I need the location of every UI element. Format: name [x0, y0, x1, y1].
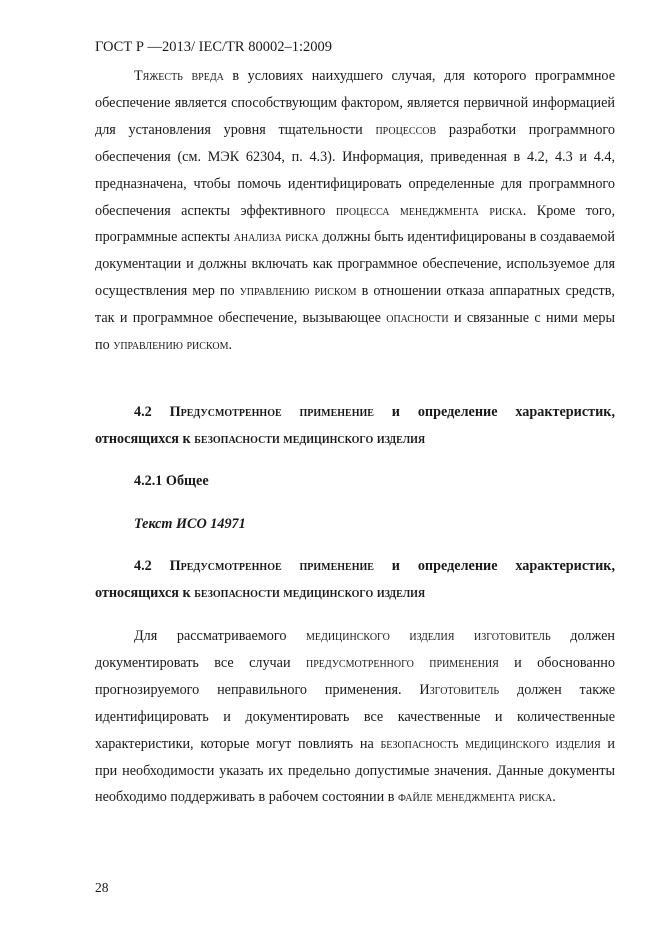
term-medical-device-safety: безопасности медицинского изделия [194, 431, 426, 447]
term-intended-use: Предусмотренное применение [169, 404, 374, 420]
section-heading-4-2 [95, 399, 615, 453]
term-processes: процессов [375, 121, 437, 138]
subheading-4-2-1-text: 4.2.1 Общее [134, 473, 209, 489]
term-intended-use: предусмотренного применения [305, 654, 499, 671]
term-intended-use: Предусмотренное применение [169, 558, 374, 574]
text-run: и обоснованно прогнозируемого неправильного применения. [95, 654, 615, 698]
section-number: 4.2 [134, 404, 170, 420]
paragraph-1-text [95, 63, 615, 359]
term-medical-device-safety: безопасность медицинского изделия [380, 735, 601, 752]
term-risk-management-process: процесса менеджмента риска [335, 202, 523, 219]
term-medical-device-manufacturer: медицинского изделия изготовитель [306, 628, 551, 644]
text-run: и определение характеристик, относящихся к [95, 404, 615, 447]
term-manufacturer: Изготовитель [419, 681, 500, 698]
text-run: и при необходимости указать их предельно допустимые значения. Данные документы необходимо поддерживать в рабочем состоянии в [95, 735, 616, 806]
paragraph-2-text [95, 623, 615, 811]
text-run: . [228, 337, 233, 354]
text-run: в отношении отказа аппаратных средств, так и программное обеспечение, вызывающее [95, 283, 615, 327]
text-run: . [552, 789, 556, 806]
term-severity-of-harm: Тяжесть вреда [134, 68, 224, 84]
term-risk-control: управлению риском [113, 337, 229, 354]
text-run: и связанные с ними меры по [95, 310, 616, 354]
term-hazard: опасности [386, 310, 449, 327]
document-header: ГОСТ Р —2013/ IEC/TR 80002–1:2009 [95, 39, 332, 55]
text-run: должен также идентифицировать и документировать все качественные и количественные характеристики, которые могут повлиять на [95, 681, 616, 752]
term-risk-management-file: файле менеджмента риска [398, 789, 553, 806]
iso-text-label [95, 515, 615, 533]
term-medical-device-safety: безопасности медицинского изделия [194, 585, 426, 601]
text-run: Для рассматриваемого [134, 628, 307, 644]
term-risk-control: управлению риском [239, 283, 357, 300]
text-run: разработки программного обеспечения (см. МЭК 62304, п. 4.3). Информация, приведенная в 4.2, 4.3 и 4.4, предназначена, чтобы помочь идентифицировать определенные для программного обеспечения аспекты эффективного [95, 121, 615, 219]
page-number: 28 [95, 880, 109, 895]
subsection-heading-4-2-1 [95, 472, 615, 490]
text-run: должен документировать все случаи [95, 628, 615, 671]
paragraph-manufacturer-duties [95, 623, 615, 811]
text-run: должны быть идентифицированы в создаваемой документации и должны включать как программное обеспечение, используемое для осуществления мер по [95, 229, 615, 300]
heading-4-2-text [95, 399, 615, 453]
paragraph-severity-of-harm [95, 63, 615, 359]
text-run: . Кроме того, программные аспекты [95, 202, 615, 246]
section-heading-4-2-iso [95, 553, 615, 607]
text-run: в условиях наихудшего случая, для которого программное обеспечение является способствующим фактором, является первичной информацией для установления уровня тщательности [95, 68, 615, 138]
section-number: 4.2 [134, 558, 170, 574]
term-risk-analysis: анализа риска [233, 229, 319, 246]
heading-4-2-iso-text [95, 553, 615, 607]
text-run: и определение характеристик, относящихся к [95, 558, 615, 601]
iso-text-label-text: Текст ИСО 14971 [134, 516, 246, 532]
